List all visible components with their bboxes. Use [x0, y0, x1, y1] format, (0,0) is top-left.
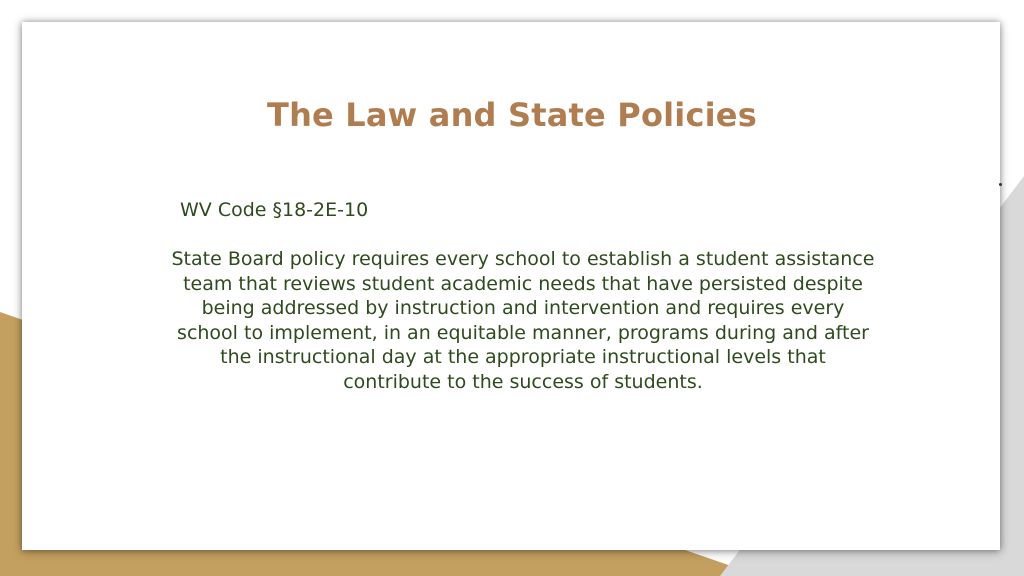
decorative-dot — [999, 183, 1002, 186]
slide-title: The Law and State Policies — [267, 96, 757, 134]
code-reference: WV Code §18-2E-10 — [180, 199, 369, 221]
policy-description: State Board policy requires every school to establish a student assistance team that reviews student academic needs that have persisted despite being addressed by instruction and intervention and requires every school to implement, in an equitable manner, programs during and after the instructional day at the appropriate instructional levels that contribute to the success of students. — [171, 248, 875, 393]
